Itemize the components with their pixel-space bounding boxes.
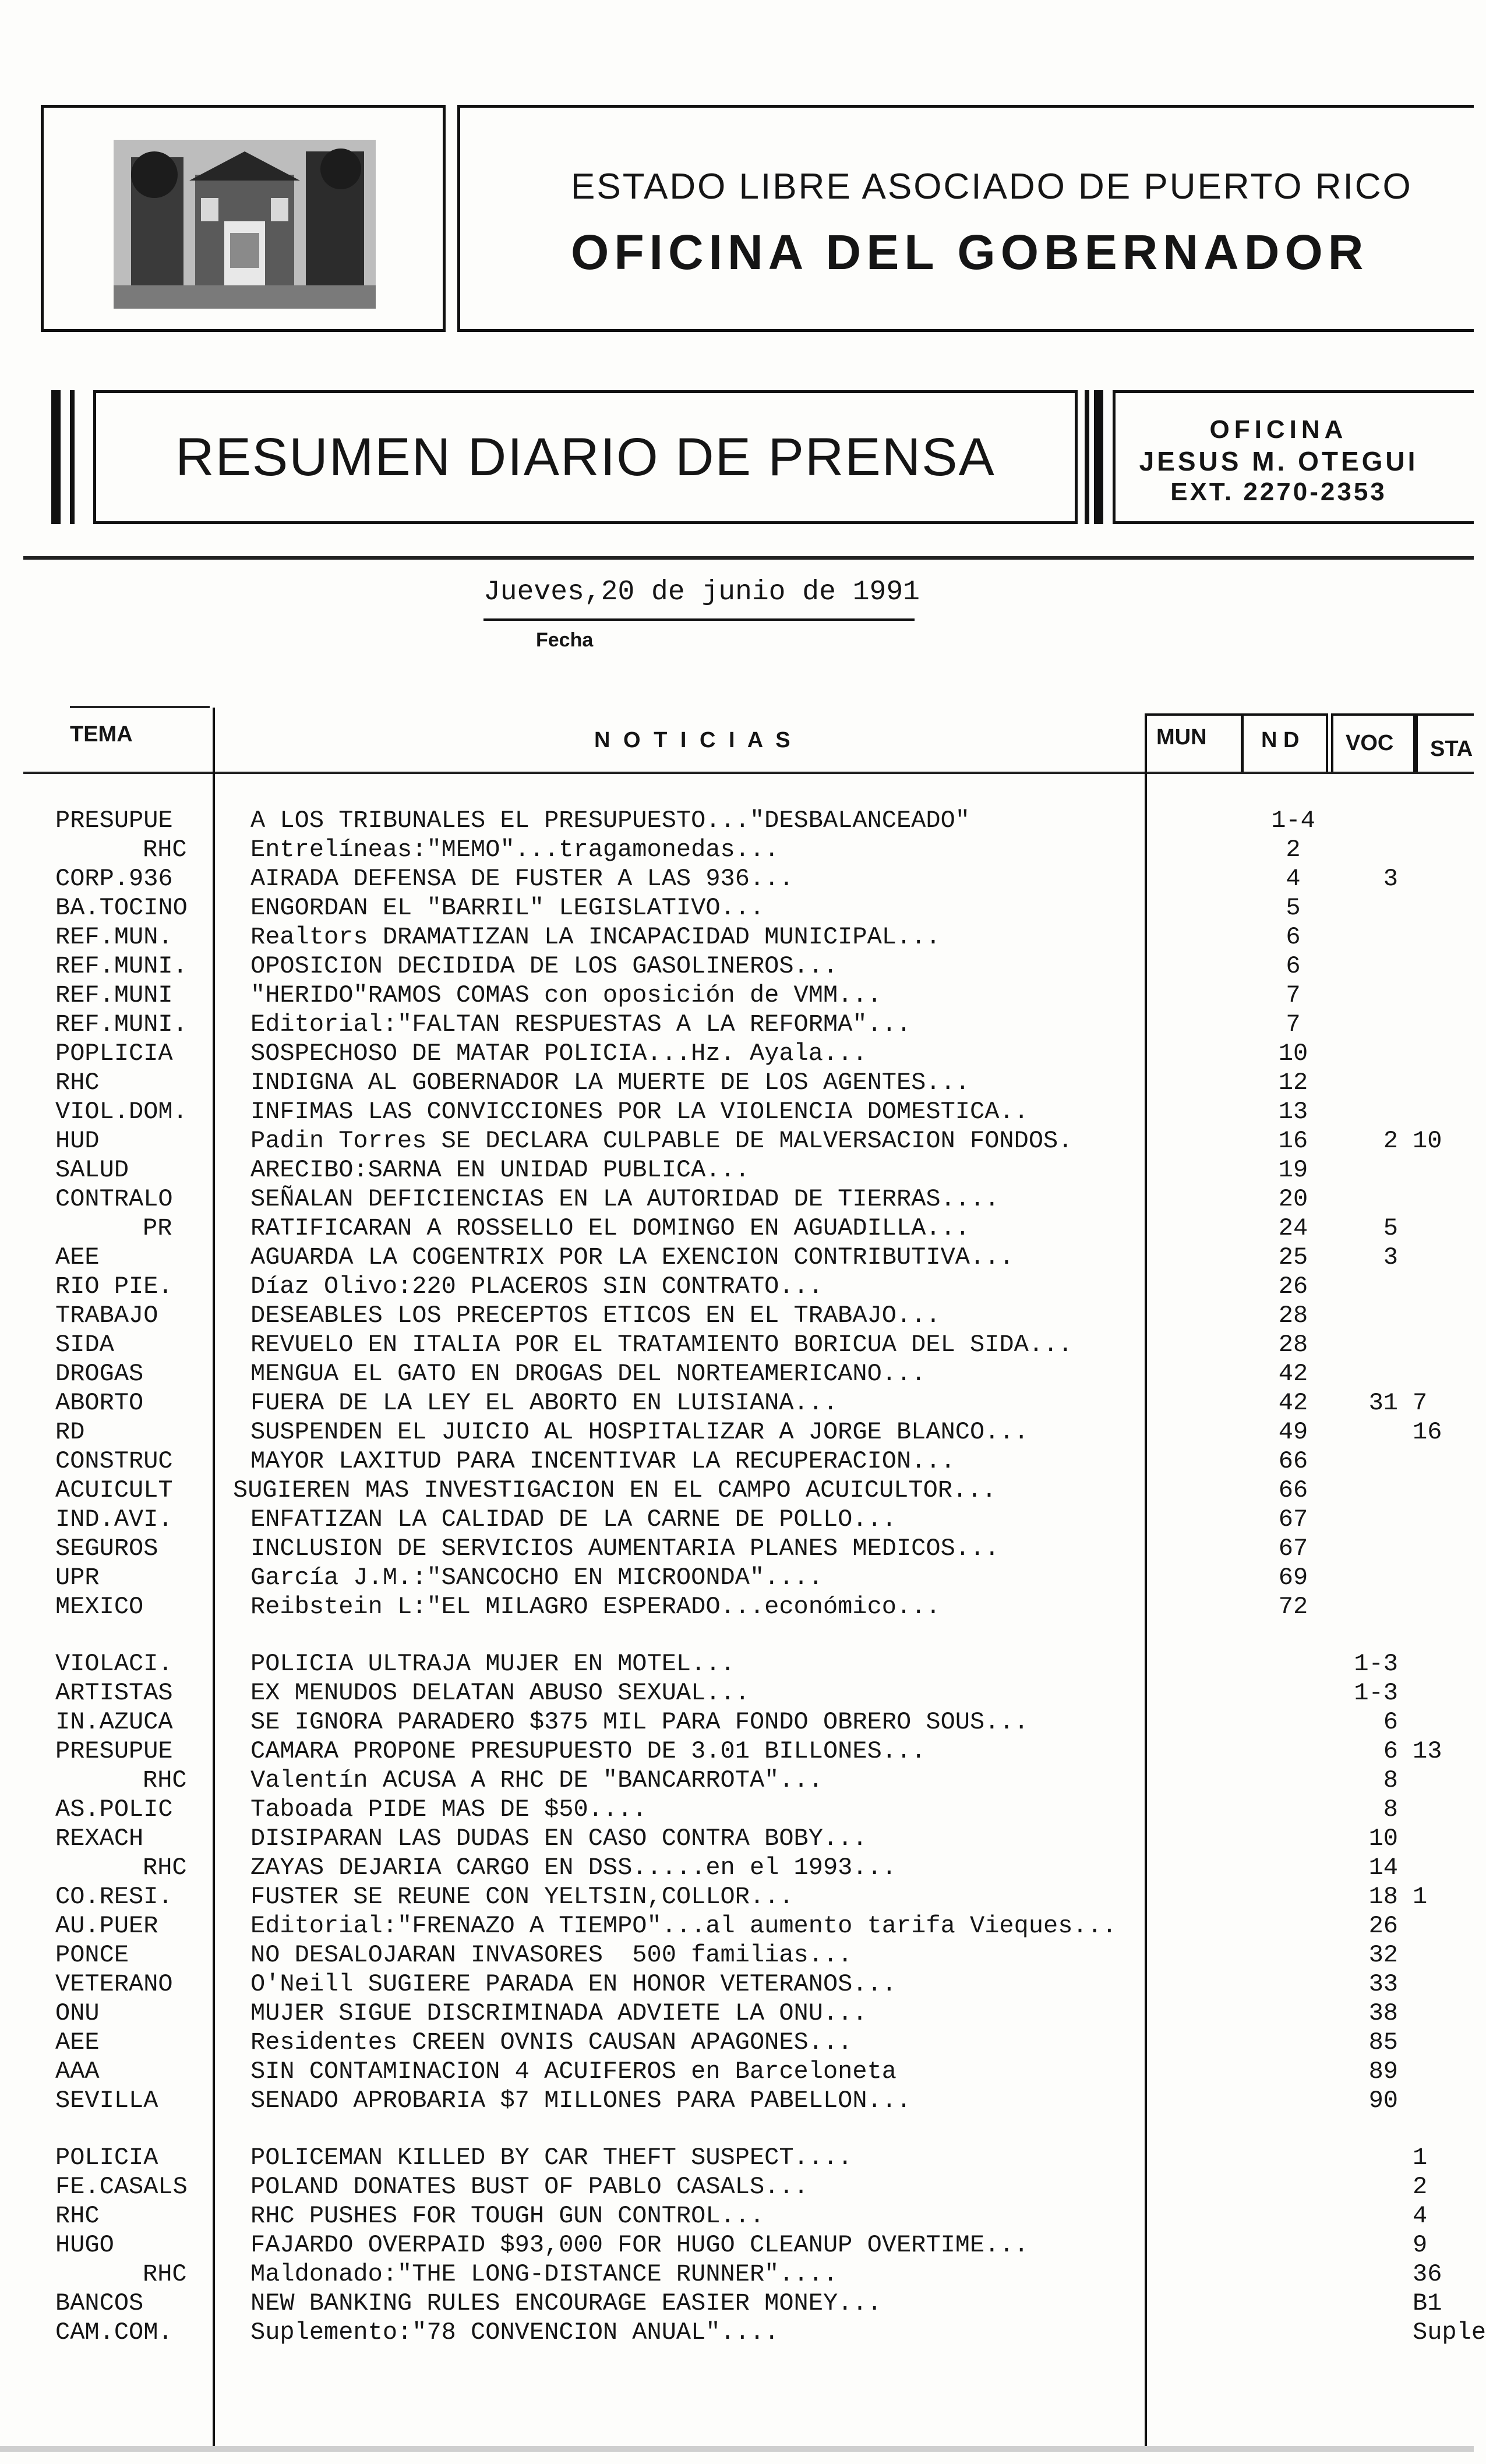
- row-nd: 25: [1278, 1243, 1308, 1271]
- row-noticia: SENADO APROBARIA $7 MILLONES PARA PABELLON...: [250, 2087, 912, 2115]
- row-sta: 2: [1413, 2173, 1428, 2201]
- row-tema: CAM.COM.: [55, 2318, 173, 2346]
- row-tema: PONCE: [55, 1941, 129, 1969]
- row-tema: CO.RESI.: [55, 1883, 173, 1911]
- row-noticia: EX MENUDOS DELATAN ABUSO SEXUAL...: [250, 1679, 750, 1707]
- date-label: Fecha: [536, 629, 594, 651]
- row-voc: 8: [1383, 1795, 1398, 1823]
- row-voc: 18: [1368, 1883, 1398, 1911]
- row-tema: RIO PIE.: [55, 1272, 173, 1300]
- title-frame: [457, 105, 1474, 332]
- row-voc: 26: [1368, 1912, 1398, 1940]
- row-tema: RD: [55, 1418, 85, 1446]
- row-tema: RHC: [143, 1766, 187, 1794]
- row-nd: 12: [1278, 1069, 1308, 1097]
- table-header-rule: [23, 772, 1474, 774]
- row-tema: CORP.936: [55, 865, 173, 893]
- row-noticia: Realtors DRAMATIZAN LA INCAPACIDAD MUNICIPAL...: [250, 923, 941, 951]
- row-noticia: SUGIEREN MAS INVESTIGACION EN EL CAMPO ACUICULTOR...: [233, 1476, 997, 1504]
- row-noticia: CAMARA PROPONE PRESUPUESTO DE 3.01 BILLONES...: [250, 1737, 926, 1765]
- row-nd: 24: [1278, 1214, 1308, 1242]
- row-tema: UPR: [55, 1564, 100, 1592]
- row-tema: PRESUPUE: [55, 1737, 173, 1765]
- date-value: Jueves,20 de junio de 1991: [483, 577, 920, 608]
- date-underline: [483, 618, 915, 621]
- row-noticia: SEÑALAN DEFICIENCIAS EN LA AUTORIDAD DE TIERRAS....: [250, 1185, 1000, 1213]
- row-nd: 26: [1278, 1272, 1308, 1300]
- fortaleza-photo: [114, 140, 376, 309]
- row-tema: REF.MUNI.: [55, 952, 188, 980]
- row-noticia: A LOS TRIBUNALES EL PRESUPUESTO..."DESBALANCEADO": [250, 807, 970, 835]
- row-tema: ACUICULT: [55, 1476, 173, 1504]
- row-voc: 85: [1368, 2028, 1398, 2056]
- row-tema: TRABAJO: [55, 1302, 158, 1330]
- row-nd: 7: [1286, 1010, 1301, 1038]
- row-nd: 6: [1286, 952, 1301, 980]
- row-voc: 90: [1368, 2087, 1398, 2115]
- row-nd: 6: [1286, 923, 1301, 951]
- row-tema: RHC: [55, 2202, 100, 2230]
- row-noticia: ARECIBO:SARNA EN UNIDAD PUBLICA...: [250, 1156, 750, 1184]
- row-tema: AAA: [55, 2058, 100, 2085]
- row-nd: 67: [1278, 1505, 1308, 1533]
- row-sta: 7: [1413, 1389, 1428, 1417]
- row-noticia: Padin Torres SE DECLARA CULPABLE DE MALVERSACION FONDOS.: [250, 1127, 1073, 1155]
- row-tema: AEE: [55, 2028, 100, 2056]
- row-noticia: REVUELO EN ITALIA POR EL TRATAMIENTO BORICUA DEL SIDA...: [250, 1331, 1073, 1359]
- banner-bar-right: [1094, 390, 1103, 524]
- row-nd: 16: [1278, 1127, 1308, 1155]
- row-noticia: AGUARDA LA COGENTRIX POR LA EXENCION CONTRIBUTIVA...: [250, 1243, 1014, 1271]
- row-tema: FE.CASALS: [55, 2173, 188, 2201]
- row-nd: 66: [1278, 1476, 1308, 1504]
- row-noticia: INDIGNA AL GOBERNADOR LA MUERTE DE LOS AGENTES...: [250, 1069, 970, 1097]
- column-header-nd: N D: [1261, 728, 1300, 752]
- row-nd: 1-4: [1271, 807, 1315, 835]
- row-noticia: OPOSICION DECIDIDA DE LOS GASOLINEROS...: [250, 952, 838, 980]
- row-nd: 28: [1278, 1302, 1308, 1330]
- row-noticia: ZAYAS DEJARIA CARGO EN DSS.....en el 1993...: [250, 1854, 896, 1882]
- row-noticia: NEW BANKING RULES ENCOURAGE EASIER MONEY...: [250, 2289, 882, 2317]
- row-tema: CONTRALO: [55, 1185, 173, 1213]
- row-tema: POLICIA: [55, 2144, 158, 2172]
- row-tema: PRESUPUE: [55, 807, 173, 835]
- row-tema: REF.MUNI: [55, 981, 173, 1009]
- row-noticia: Valentín ACUSA A RHC DE "BANCARROTA"...: [250, 1766, 823, 1794]
- row-tema: SALUD: [55, 1156, 129, 1184]
- row-tema: POPLICIA: [55, 1040, 173, 1067]
- row-nd: 66: [1278, 1447, 1308, 1475]
- row-tema: SEVILLA: [55, 2087, 158, 2115]
- row-tema: IN.AZUCA: [55, 1708, 173, 1736]
- row-tema: RHC: [143, 2260, 187, 2288]
- row-nd: 4: [1286, 865, 1301, 893]
- row-noticia: García J.M.:"SANCOCHO EN MICROONDA"....: [250, 1564, 823, 1592]
- row-sta: 13: [1413, 1737, 1442, 1765]
- row-noticia: INCLUSION DE SERVICIOS AUMENTARIA PLANES MEDICOS...: [250, 1535, 1000, 1562]
- row-noticia: FUERA DE LA LEY EL ABORTO EN LUISIANA...: [250, 1389, 838, 1417]
- row-noticia: O'Neill SUGIERE PARADA EN HONOR VETERANOS...: [250, 1970, 896, 1998]
- row-noticia: ENFATIZAN LA CALIDAD DE LA CARNE DE POLLO...: [250, 1505, 896, 1533]
- row-noticia: Díaz Olivo:220 PLACEROS SIN CONTRATO...: [250, 1272, 823, 1300]
- row-noticia: INFIMAS LAS CONVICCIONES POR LA VIOLENCIA DOMESTICA..: [250, 1098, 1029, 1126]
- row-tema: VETERANO: [55, 1970, 173, 1998]
- row-noticia: MENGUA EL GATO EN DROGAS DEL NORTEAMERICANO...: [250, 1360, 926, 1388]
- row-sta: 16: [1413, 1418, 1442, 1446]
- row-tema: REF.MUN.: [55, 923, 173, 951]
- row-noticia: SE IGNORA PARADERO $375 MIL PARA FONDO OBRERO SOUS...: [250, 1708, 1029, 1736]
- row-tema: AS.POLIC: [55, 1795, 173, 1823]
- row-tema: ABORTO: [55, 1389, 144, 1417]
- row-tema: VIOLACI.: [55, 1650, 173, 1678]
- row-voc: 6: [1383, 1737, 1398, 1765]
- row-tema: VIOL.DOM.: [55, 1098, 188, 1126]
- column-header-tema: TEMA: [70, 722, 133, 747]
- column-header-voc: VOC: [1346, 731, 1394, 755]
- row-voc: 3: [1383, 1243, 1398, 1271]
- row-nd: 13: [1278, 1098, 1308, 1126]
- row-tema: BA.TOCINO: [55, 894, 188, 922]
- row-noticia: POLICEMAN KILLED BY CAR THEFT SUSPECT....: [250, 2144, 853, 2172]
- row-tema: RHC: [143, 836, 187, 864]
- row-voc: 31: [1368, 1389, 1398, 1417]
- row-tema: IND.AVI.: [55, 1505, 173, 1533]
- row-nd: 10: [1278, 1040, 1308, 1067]
- row-sta: 1: [1413, 2144, 1428, 2172]
- mun-divider: [1145, 772, 1147, 2449]
- row-nd: 72: [1278, 1593, 1308, 1621]
- row-tema: PR: [143, 1214, 172, 1242]
- row-noticia: RATIFICARAN A ROSSELLO EL DOMINGO EN AGUADILLA...: [250, 1214, 970, 1242]
- row-noticia: DISIPARAN LAS DUDAS EN CASO CONTRA BOBY...: [250, 1825, 867, 1853]
- row-tema: SIDA: [55, 1331, 114, 1359]
- row-noticia: Entrelíneas:"MEMO"...tragamonedas...: [250, 836, 779, 864]
- row-voc: 33: [1368, 1970, 1398, 1998]
- row-sta: B1: [1413, 2289, 1442, 2317]
- row-voc: 2: [1383, 1127, 1398, 1155]
- row-noticia: AIRADA DEFENSA DE FUSTER A LAS 936...: [250, 865, 794, 893]
- row-noticia: Editorial:"FRENAZO A TIEMPO"...al aumento tarifa Vieques...: [250, 1912, 1117, 1940]
- row-nd: 5: [1286, 894, 1301, 922]
- banner-frame: [93, 390, 1078, 524]
- row-voc: 3: [1383, 865, 1398, 893]
- row-voc: 1-3: [1354, 1679, 1398, 1707]
- row-tema: ARTISTAS: [55, 1679, 173, 1707]
- row-sta: 10: [1413, 1127, 1442, 1155]
- row-nd: 49: [1278, 1418, 1308, 1446]
- row-noticia: SUSPENDEN EL JUICIO AL HOSPITALIZAR A JORGE BLANCO...: [250, 1418, 1029, 1446]
- row-tema: HUGO: [55, 2231, 114, 2259]
- banner-title: RESUMEN DIARIO DE PRENSA: [175, 427, 996, 487]
- row-noticia: FAJARDO OVERPAID $93,000 FOR HUGO CLEANUP OVERTIME...: [250, 2231, 1029, 2259]
- row-tema: AEE: [55, 1243, 100, 1271]
- row-sta: 36: [1413, 2260, 1442, 2288]
- contact-frame: [1113, 390, 1474, 524]
- row-tema: BANCOS: [55, 2289, 144, 2317]
- row-noticia: "HERIDO"RAMOS COMAS con oposición de VMM...: [250, 981, 882, 1009]
- office-name: OFICINA DEL GOBERNADOR: [571, 225, 1369, 280]
- row-tema: CONSTRUC: [55, 1447, 173, 1475]
- row-noticia: DESEABLES LOS PRECEPTOS ETICOS EN EL TRABAJO...: [250, 1302, 941, 1330]
- row-noticia: ENGORDAN EL "BARRIL" LEGISLATIVO...: [250, 894, 765, 922]
- row-tema: DROGAS: [55, 1360, 144, 1388]
- row-voc: 8: [1383, 1766, 1398, 1794]
- tema-header-rule: [70, 706, 210, 708]
- row-nd: 20: [1278, 1185, 1308, 1213]
- row-voc: 10: [1368, 1825, 1398, 1853]
- row-nd: 2: [1286, 836, 1301, 864]
- row-noticia: FUSTER SE REUNE CON YELTSIN,COLLOR...: [250, 1883, 794, 1911]
- row-noticia: Residentes CREEN OVNIS CAUSAN APAGONES...: [250, 2028, 853, 2056]
- row-noticia: Maldonado:"THE LONG-DISTANCE RUNNER"....: [250, 2260, 838, 2288]
- row-voc: 14: [1368, 1854, 1398, 1882]
- row-noticia: Taboada PIDE MAS DE $50....: [250, 1795, 647, 1823]
- row-nd: 19: [1278, 1156, 1308, 1184]
- row-voc: 1-3: [1354, 1650, 1398, 1678]
- row-voc: 38: [1368, 1999, 1398, 2027]
- row-noticia: MAYOR LAXITUD PARA INCENTIVAR LA RECUPERACION...: [250, 1447, 955, 1475]
- row-noticia: MUJER SIGUE DISCRIMINADA ADVIETE LA ONU...: [250, 1999, 867, 2027]
- row-tema: MEXICO: [55, 1593, 144, 1621]
- row-sta: 1: [1413, 1883, 1428, 1911]
- header-divider: [23, 556, 1474, 560]
- column-header-noticias: N O T I C I A S: [594, 728, 794, 752]
- contact-office: OFICINA: [1209, 415, 1348, 444]
- row-sta: 9: [1413, 2231, 1428, 2259]
- row-voc: 89: [1368, 2058, 1398, 2085]
- row-noticia: POLICIA ULTRAJA MUJER EN MOTEL...: [250, 1650, 735, 1678]
- row-nd: 28: [1278, 1331, 1308, 1359]
- row-nd: 69: [1278, 1564, 1308, 1592]
- row-noticia: NO DESALOJARAN INVASORES 500 familias...: [250, 1941, 853, 1969]
- banner-bar-right-thin: [1085, 390, 1089, 524]
- row-noticia: POLAND DONATES BUST OF PABLO CASALS...: [250, 2173, 809, 2201]
- tema-divider: [213, 708, 215, 2449]
- row-nd: 42: [1278, 1389, 1308, 1417]
- row-tema: AU.PUER: [55, 1912, 158, 1940]
- row-voc: 5: [1383, 1214, 1398, 1242]
- row-tema: REXACH: [55, 1825, 144, 1853]
- row-noticia: Reibstein L:"EL MILAGRO ESPERADO...económico...: [250, 1593, 941, 1621]
- column-header-mun: MUN: [1156, 725, 1207, 750]
- row-tema: HUD: [55, 1127, 100, 1155]
- row-tema: RHC: [55, 1069, 100, 1097]
- column-header-sta: STA: [1430, 737, 1473, 761]
- row-tema: REF.MUNI.: [55, 1010, 188, 1038]
- row-tema: ONU: [55, 1999, 100, 2027]
- row-nd: 67: [1278, 1535, 1308, 1562]
- row-noticia: Suplemento:"78 CONVENCION ANUAL"....: [250, 2318, 779, 2346]
- contact-extension: EXT. 2270-2353: [1170, 478, 1387, 506]
- row-tema: RHC: [143, 1854, 187, 1882]
- state-name: ESTADO LIBRE ASOCIADO DE PUERTO RICO: [571, 167, 1413, 207]
- page-bottom-edge: [0, 2446, 1474, 2452]
- banner-bar-left-thin: [70, 390, 75, 524]
- row-sta: Suple: [1413, 2318, 1486, 2346]
- row-noticia: RHC PUSHES FOR TOUGH GUN CONTROL...: [250, 2202, 765, 2230]
- row-nd: 42: [1278, 1360, 1308, 1388]
- row-noticia: SOSPECHOSO DE MATAR POLICIA...Hz. Ayala...: [250, 1040, 867, 1067]
- row-noticia: Editorial:"FALTAN RESPUESTAS A LA REFORMA"...: [250, 1010, 912, 1038]
- row-voc: 6: [1383, 1708, 1398, 1736]
- row-nd: 7: [1286, 981, 1301, 1009]
- logo-frame: [41, 105, 446, 332]
- row-voc: 32: [1368, 1941, 1398, 1969]
- row-noticia: SIN CONTAMINACION 4 ACUIFEROS en Barceloneta: [250, 2058, 896, 2085]
- banner-bar-left: [51, 390, 61, 524]
- row-tema: SEGUROS: [55, 1535, 158, 1562]
- row-sta: 4: [1413, 2202, 1428, 2230]
- contact-name: JESUS M. OTEGUI: [1139, 446, 1418, 476]
